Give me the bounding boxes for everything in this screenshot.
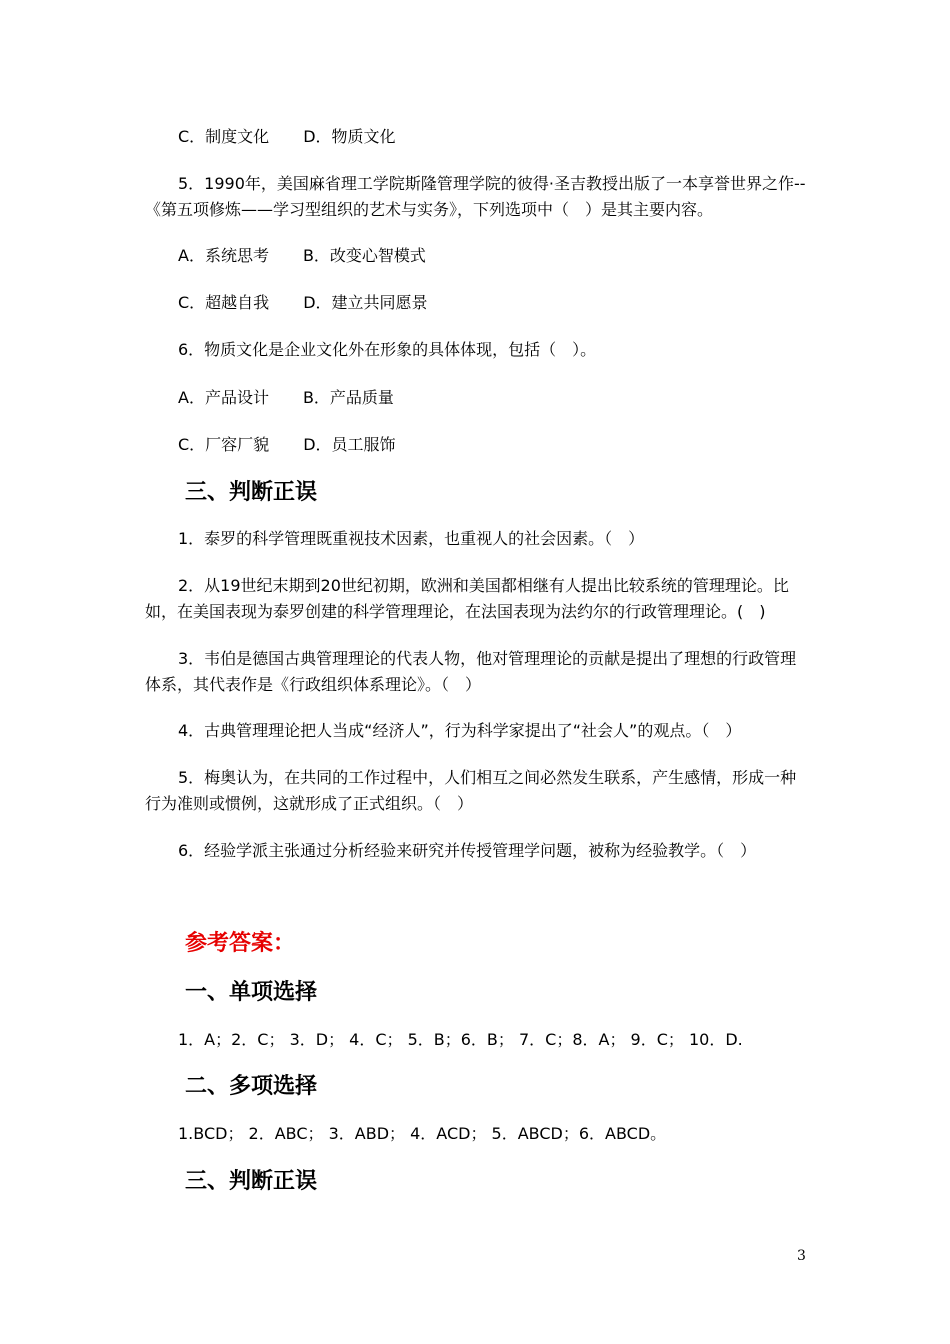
answers-title: 参考答案： [185, 931, 296, 956]
page-number: 3 [797, 1248, 806, 1264]
judge-item: 5．梅奥认为，在共同的工作过程中，人们相互之间必然发生联系，产生感情，形成一种行为准则或惯例，这就形成了正式组织。（ ） [145, 768, 797, 813]
judge-item: 6．经验学派主张通过分析经验来研究并传授管理学问题，被称为经验教学。（ ） [178, 841, 757, 860]
answers-multiple-text: 1.BCD； 2．ABC； 3．ABD； 4．ACD； 5．ABCD；6．ABCD。 [178, 1124, 667, 1143]
q5-option-c: C．超越自我 [178, 293, 270, 312]
q5-question: 5．1990年，美国麻省理工学院斯隆管理学院的彼得·圣吉教授出版了一本享誉世界之作--《第五项修炼——学习型组织的艺术与实务》，下列选项中（ ）是其主要内容。 [145, 174, 806, 219]
q5-option-b: B．改变心智模式 [302, 246, 426, 265]
q6-option-a: A．产品设计 [178, 388, 269, 407]
q5-options-ab [178, 246, 426, 266]
answers-judge-heading: 三、判断正误 [185, 1169, 318, 1194]
answers-multiple-heading: 二、多项选择 [185, 1074, 318, 1099]
q5-option-a: A．系统思考 [178, 246, 269, 265]
judge-item: 2．从19世纪末期到20世纪初期，欧洲和美国都相继有人提出比较系统的管理理论。比如，在美国表现为泰罗创建的科学管理理论，在法国表现为法约尔的行政管理理论。( ) [145, 576, 789, 621]
answers-single-heading: 一、单项选择 [185, 980, 318, 1005]
q6-question: 6．物质文化是企业文化外在形象的具体体现，包括（ ）。 [178, 340, 597, 359]
q6-option-b: B．产品质量 [302, 388, 394, 407]
q5-options-cd [178, 293, 428, 313]
q6-options-cd [178, 435, 396, 455]
q4-option-c: C．制度文化 [178, 127, 270, 146]
q5-option-d: D．建立共同愿景 [303, 293, 428, 312]
judge-item: 4．古典管理理论把人当成“经济人”，行为科学家提出了“社会人”的观点。（ ） [178, 721, 742, 740]
q6-option-c: C．厂容厂貌 [178, 435, 270, 454]
judge-item: 3．韦伯是德国古典管理理论的代表人物，他对管理理论的贡献是提出了理想的行政管理体系，其代表作是《行政组织体系理论》。（ ） [145, 649, 797, 694]
q6-options-ab [178, 388, 394, 408]
judge-item: 1．泰罗的科学管理既重视技术因素，也重视人的社会因素。（ ） [178, 529, 645, 548]
answers-single-text: 1．A；2．C； 3．D； 4．C； 5．B；6．B； 7．C；8．A； 9．C； 10．D. [178, 1030, 743, 1049]
section-heading-judge: 三、判断正误 [185, 480, 318, 505]
q4-options-cd [178, 127, 396, 147]
q4-option-d: D．物质文化 [303, 127, 396, 146]
q6-option-d: D．员工服饰 [303, 435, 396, 454]
